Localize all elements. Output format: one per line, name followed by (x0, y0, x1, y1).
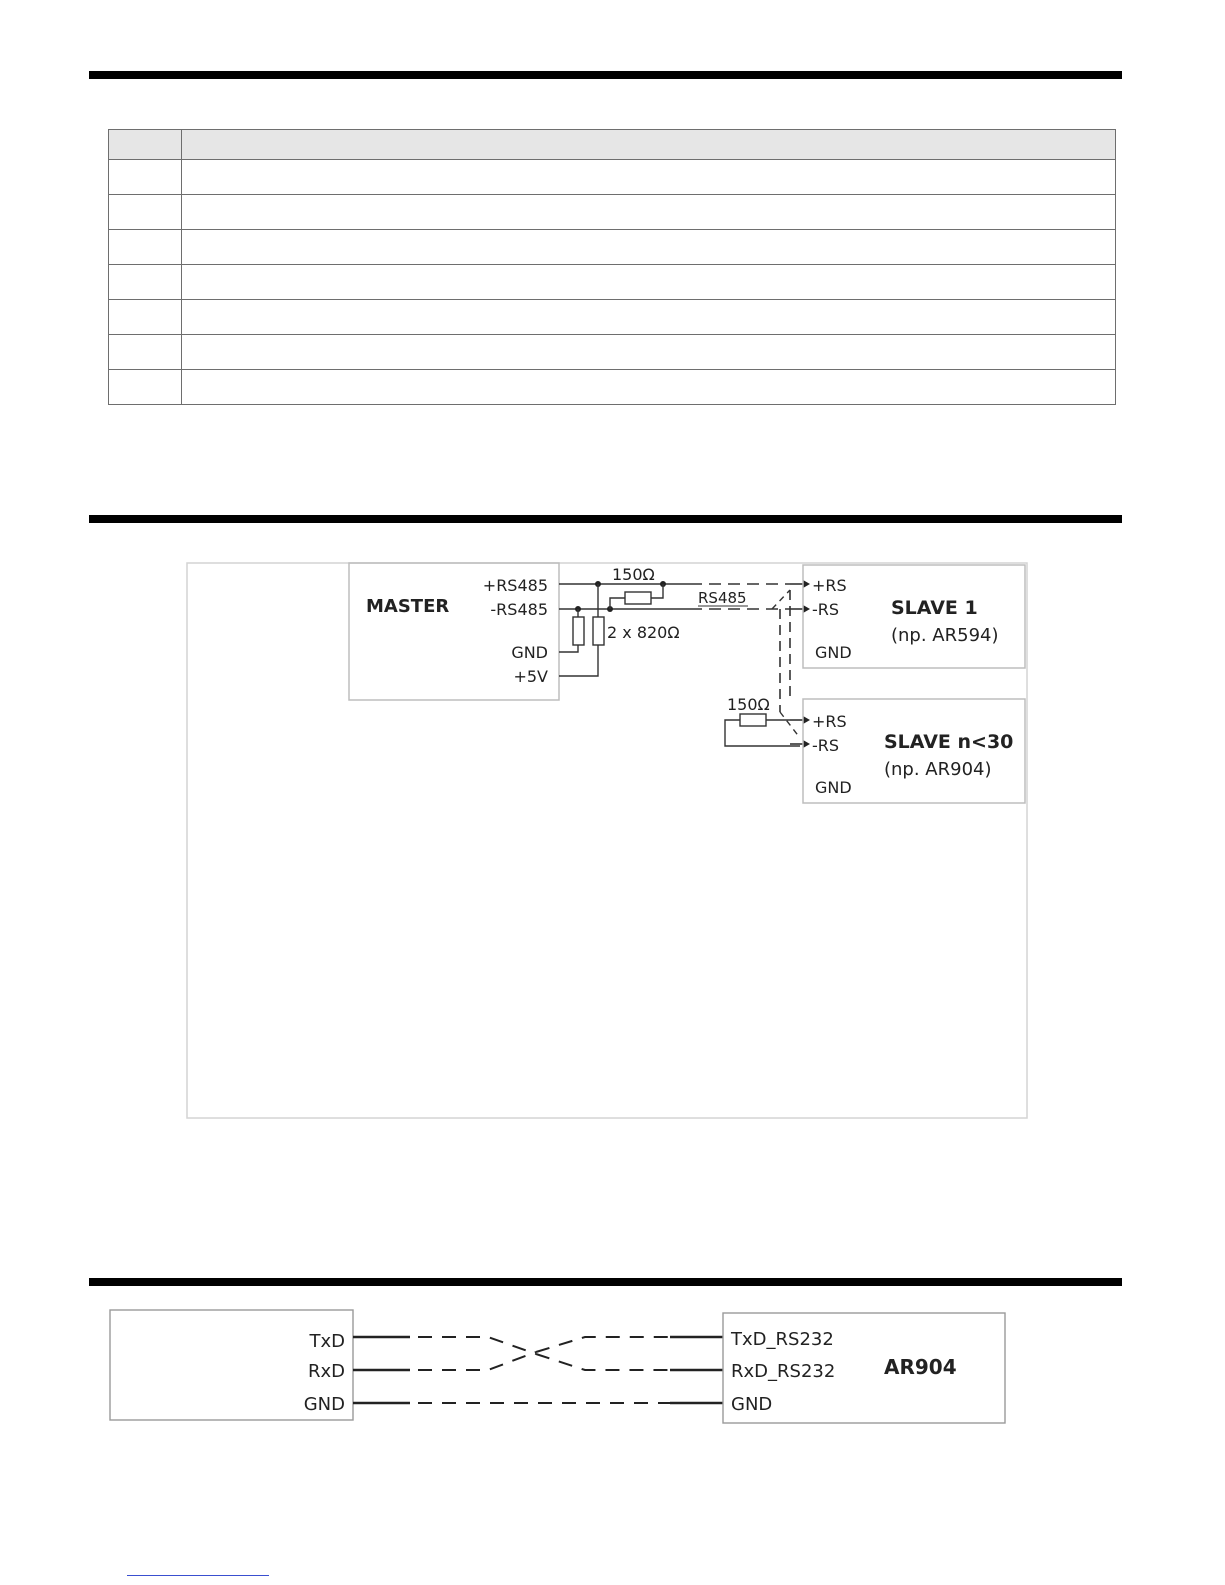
slave1-pin-minus: -RS (812, 600, 840, 619)
cable-diag (772, 590, 790, 609)
bias-label: 2 x 820Ω (607, 623, 680, 642)
arrow-icon (803, 716, 810, 724)
rs232-right-pin-gnd: GND (731, 1394, 773, 1415)
slaveN-terminator-resistor (740, 714, 766, 726)
slaveN-pin-gnd: GND (815, 778, 852, 797)
master-pin-minus-rs485: -RS485 (490, 600, 548, 619)
arrow-icon (803, 740, 810, 748)
terminator-resistor (625, 592, 651, 604)
footer-link-underline[interactable] (127, 1575, 269, 1576)
slaveN-subtitle: (np. AR904) (884, 759, 992, 780)
master-title: MASTER (366, 596, 450, 617)
rs232-left-pin-rxd: RxD (307, 1361, 345, 1382)
rs232-right-pin-rxd: RxD_RS232 (731, 1361, 836, 1382)
section-rule-bottom (89, 1278, 1122, 1286)
slaveN-title: SLAVE n<30 (884, 731, 1014, 753)
rs232-right-pin-txd: TxD_RS232 (731, 1329, 834, 1350)
arrow-icon (803, 605, 810, 613)
bias-wire (559, 645, 578, 652)
slave1-pin-gnd: GND (815, 643, 852, 662)
master-pin-plus-rs485: +RS485 (482, 576, 548, 595)
slave1-subtitle: (np. AR594) (891, 625, 999, 646)
rs485-figure-frame (187, 563, 1027, 1118)
terminator-label: 150Ω (612, 565, 655, 584)
rs232-left-pin-txd: TxD (309, 1331, 345, 1352)
arrow-icon (803, 580, 810, 588)
rs232-device-name: AR904 (884, 1355, 957, 1379)
slaveN-terminator-label: 150Ω (727, 695, 770, 714)
slave1-title: SLAVE 1 (891, 597, 978, 619)
bus-label: RS485 (698, 589, 747, 607)
slaveN-pin-plus: +RS (812, 712, 847, 731)
bias-resistor-2 (593, 617, 604, 645)
bias-resistor-1 (573, 617, 584, 645)
slave1-pin-plus: +RS (812, 576, 847, 595)
rs232-left-pin-gnd: GND (303, 1394, 345, 1415)
cable-diag (780, 712, 800, 738)
master-pin-gnd: GND (511, 643, 548, 662)
master-pin-5v: +5V (513, 667, 548, 686)
slaveN-pin-minus: -RS (812, 736, 840, 755)
